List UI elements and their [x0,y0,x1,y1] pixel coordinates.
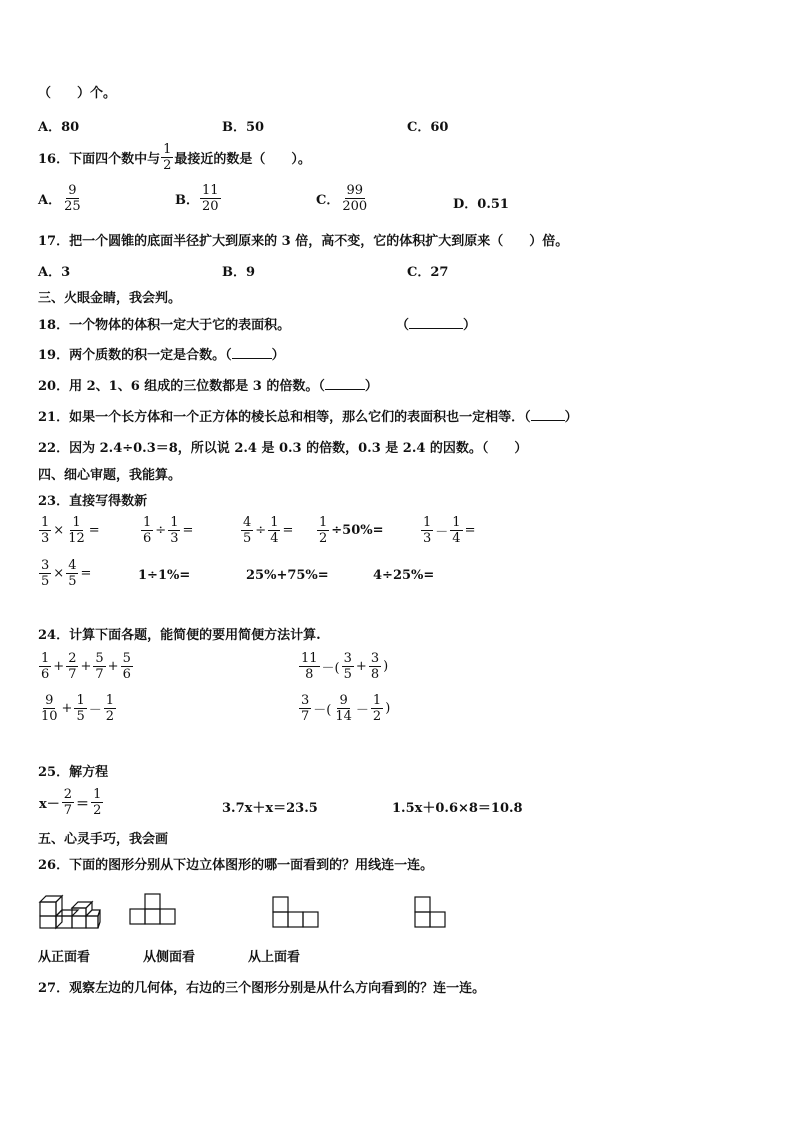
q24-expression-1: $\frac{1}{6}$ + $\frac{2}{7}$ + $\frac{5}{7}$ + $\frac{5}{6}$ [41,651,131,682]
q26-view-shape-1 [129,892,177,928]
q18-answer-blank[interactable]: （ ） [396,318,477,333]
q17-option-b: B．9 [222,265,256,280]
q26-label-side: 从侧面看 [143,950,196,965]
q19-line: 19．两个质数的积一定是合数。（ ） [38,348,285,363]
cube-stack-icon [38,888,102,930]
q15-option-a: A．80 [38,120,80,135]
q23-item-9: 4÷25%= [373,568,435,583]
q15-stem-tail: （ ）个。 [38,86,117,101]
q17-stem: 17．把一个圆锥的底面半径扩大到原来的 3 倍，高不变，它的体积扩大到原来（ ）倍。 [38,234,569,249]
section-3-heading: 三、火眼金睛，我会判。 [38,291,182,306]
q16-option-c: C． $\frac{99}{200}$ [316,183,368,214]
squares-view-icon [414,895,448,931]
q24-expression-4: $\frac{3}{7}$ －( $\frac{9}{14}$ － $\frac{1}{2}$ ) [301,693,391,724]
q23-item-1: $\frac{1}{3}$ × $\frac{1}{12}$ = [41,515,100,546]
q18-text: 18．一个物体的体积一定大于它的表面积。 [38,318,291,333]
q26-title: 26．下面的图形分别从下边立体图形的哪一面看到的？用线连一连。 [38,858,434,873]
q23-item-5: $\frac{1}{3}$ － $\frac{1}{4}$ = [423,515,476,546]
q20-line: 20．用 2、1、6 组成的三位数都是 3 的倍数。（ ） [38,379,378,394]
q22-text: 22．因为 2.4÷0.3＝8，所以说 2.4 是 0.3 的倍数，0.3 是 2.4 的因数。（ ） [38,441,528,456]
q16-suffix: 最接近的数是（ ）。 [174,152,311,167]
q23-item-3: $\frac{4}{5}$ ÷ $\frac{1}{4}$ = [243,515,294,546]
q23-item-8: 25%+75%= [246,568,329,583]
q26-label-front: 从正面看 [38,950,91,965]
section-4-heading: 四、细心审题，我能算。 [38,468,182,483]
q19-answer-blank[interactable] [232,346,272,359]
squares-view-icon [129,892,177,928]
squares-view-icon [272,895,320,931]
q25-title: 25．解方程 [38,765,109,780]
q26-view-shape-2 [272,895,320,931]
q25-equation-3: 1.5x＋0.6×8＝10.8 [392,801,523,816]
q15-option-c: C．60 [407,120,449,135]
q26-view-shape-3 [414,895,448,931]
section-5-heading: 五、心灵手巧，我会画 [38,832,169,847]
q23-item-6: $\frac{3}{5}$ × $\frac{4}{5}$ = [41,558,92,589]
q16-option-d: D．0.51 [453,197,509,212]
q16-option-b: B． $\frac{11}{20}$ [175,183,219,214]
q24-expression-3: $\frac{9}{10}$ + $\frac{1}{5}$ － $\frac{1}{2}$ [41,693,115,724]
q23-item-2: $\frac{1}{6}$ ÷ $\frac{1}{3}$ = [143,515,194,546]
q21-answer-blank[interactable] [531,408,565,421]
q16-option-a: A． $\frac{9}{25}$ [38,183,81,214]
q24-expression-2: $\frac{11}{8}$ －( $\frac{3}{5}$ + $\frac{3}{8}$ ) [301,651,389,682]
q23-title: 23．直接写得数新 [38,494,148,509]
q25-equation-1: x－ $\frac{2}{7}$ ＝ $\frac{1}{2}$ [39,787,102,818]
q16-prefix: 16．下面四个数中与 [38,152,161,167]
q24-title: 24．计算下面各题，能简便的要用简便方法计算. [38,628,321,643]
q23-item-4: $\frac{1}{2}$ ÷50%= [319,515,384,546]
q20-answer-blank[interactable] [325,377,365,390]
q26-solid-figure [38,888,102,930]
q21-line: 21．如果一个长方体和一个正方体的棱长总和相等，那么它们的表面积也一定相等．（ ） [38,410,578,425]
q27-title: 27．观察左边的几何体，右边的三个图形分别是从什么方向看到的？连一连。 [38,981,486,996]
q16-stem [38,142,311,173]
q25-equation-2: 3.7x＋x＝23.5 [222,801,318,816]
q17-option-a: A．3 [38,265,71,280]
q23-item-7: 1÷1%= [138,568,191,583]
q26-label-top: 从上面看 [248,950,301,965]
q15-option-b: B．50 [222,120,265,135]
q17-option-c: C．27 [407,265,449,280]
q16-fraction: $\frac{1}{2}$ [163,142,172,173]
